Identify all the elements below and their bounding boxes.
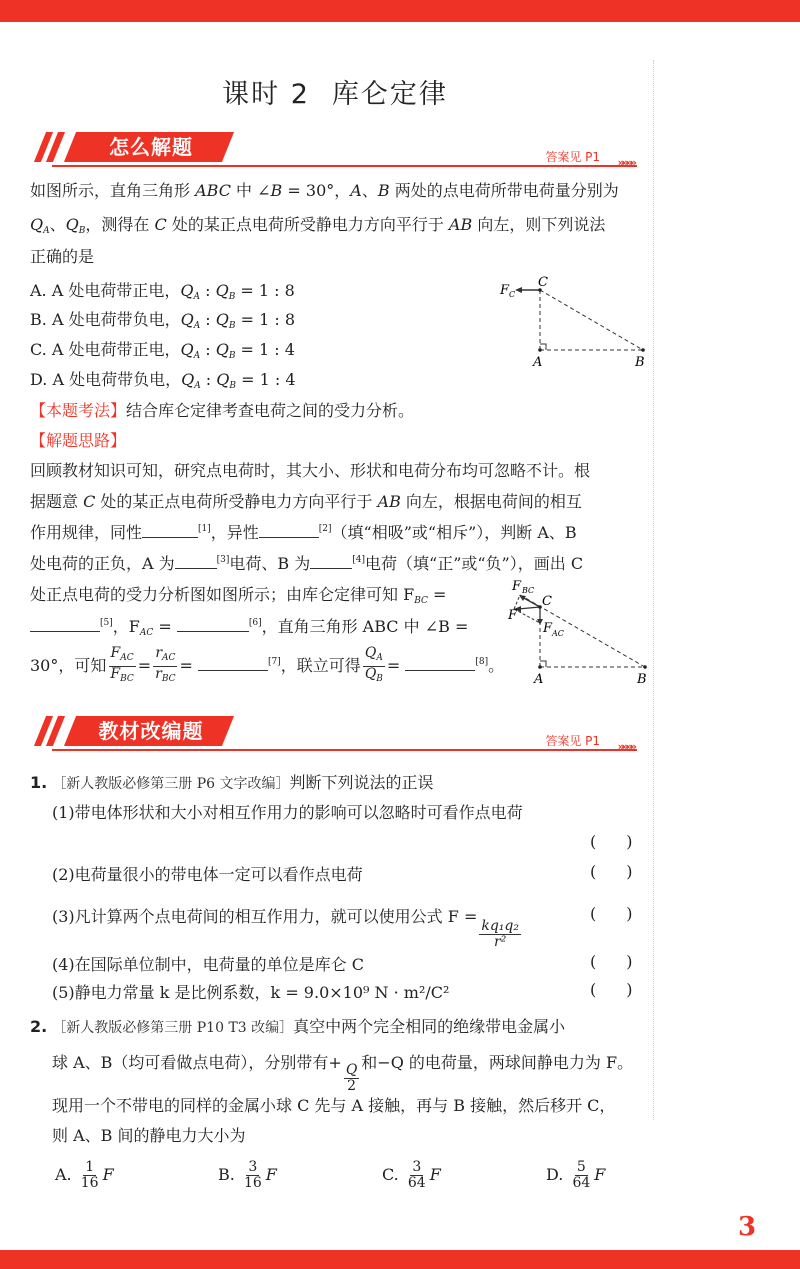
idea-line-5: 处正点电荷的受力分析图如图所示；由库仑定律可知 $F_{BC}$ = bbox=[30, 585, 447, 606]
lesson-name: 库仑定律 bbox=[331, 79, 448, 110]
q1-item-3: (3)凡计算两个点电荷间的相互作用力，就可以使用公式 F = $\frac{\text{kq₁q₂}}{\text{r²}}$ bbox=[52, 907, 519, 950]
q1-item-2-answer[interactable]: ( ) bbox=[590, 862, 633, 881]
answer-reference: 答案见 P1 bbox=[545, 150, 600, 164]
idea-line-1: 回顾教材知识可知，研究点电荷时，其大小、形状和电荷分布均可忽略不计。根 bbox=[30, 461, 591, 480]
method-text: 结合库仑定律考查电荷之间的受力分析。 bbox=[126, 401, 415, 420]
blank-7[interactable] bbox=[198, 656, 268, 671]
blank-4[interactable] bbox=[310, 554, 352, 569]
label-fac: F bbox=[543, 621, 553, 636]
question-1-stem: 1. ［新人教版必修第三册 P6 文字改编］判断下列说法的正误 bbox=[30, 773, 434, 792]
answer-reference: 答案见 P1 bbox=[545, 734, 600, 748]
section-title: 教材改编题 bbox=[98, 719, 204, 743]
page-title bbox=[0, 72, 670, 111]
label-c: C bbox=[538, 275, 548, 290]
top-decorative-bar bbox=[0, 0, 800, 22]
example-stem-line-2: $Q_A$、$Q_B$，测得在 C 处的某正点电荷所受静电力方向平行于 AB 向左，则下列说法 bbox=[30, 215, 606, 236]
section-title: 怎么解题 bbox=[109, 135, 193, 159]
q1-item-5: (5)静电力常量 k 是比例系数，k = 9.0×10⁹ N · m²/C² bbox=[52, 983, 450, 1002]
q1-item-1: (1)带电体形状和大小对相互作用力的影响可以忽略时可看作点电荷 bbox=[52, 803, 523, 822]
idea-line-6: [5]，$F_{AC} = [6]$，直角三角形 ABC 中 ∠B = bbox=[30, 614, 468, 638]
label-fbc: F bbox=[512, 579, 522, 594]
page-number: 3 bbox=[738, 1212, 757, 1242]
point-a bbox=[538, 665, 542, 669]
bottom-decorative-bar bbox=[0, 1250, 800, 1269]
q1-item-4: (4)在国际单位制中，电荷量的单位是库仑 C bbox=[52, 955, 364, 974]
label-fc-sub: C bbox=[509, 290, 516, 299]
label-c: C bbox=[542, 594, 552, 609]
label-a: A bbox=[534, 672, 544, 687]
option-a[interactable]: A. A 处电荷带正电，$Q_A$ : $Q_B = 1$ : 8 bbox=[30, 281, 295, 302]
triangle-figure-2 bbox=[500, 575, 660, 690]
chevron-icon: »»»» bbox=[617, 156, 634, 169]
label-b: B bbox=[635, 355, 645, 370]
idea-tag: 【解题思路】 bbox=[30, 431, 127, 450]
charge-fraction: $\frac{Q}{2}$ bbox=[345, 1062, 358, 1094]
lesson-number: 课时 2 bbox=[222, 79, 310, 110]
method-tag: 【本题考法】 bbox=[30, 401, 127, 420]
option-d[interactable]: D. A 处电荷带负电，$Q_A$ : $Q_B = 1$ : 4 bbox=[30, 370, 296, 391]
fraction-rac-rbc: $\frac{r_{AC}}{r_{BC}}$ bbox=[155, 645, 176, 684]
label-fac-sub: AC bbox=[552, 629, 564, 638]
idea-line-7: 30°，可知 $\frac{F_{AC}}{F_{BC}}$ = $\frac{r_{AC}}{r_{BC}}$ = [7]，联立可得 $\frac{Q_A}{Q_B}$ = [8]。 bbox=[30, 646, 504, 687]
segment-cb bbox=[540, 290, 643, 350]
chevron-icon: »»»» bbox=[617, 740, 634, 753]
blank-3[interactable] bbox=[175, 554, 217, 569]
question-2-stem: 2. ［新人教版必修第三册 P10 T3 改编］真空中两个完全相同的绝缘带电金属小 bbox=[30, 1017, 566, 1036]
section-header-textbook bbox=[26, 712, 646, 753]
q1-item-3-answer[interactable]: ( ) bbox=[590, 904, 633, 923]
label-fc: F bbox=[500, 283, 510, 298]
point-b bbox=[643, 665, 647, 669]
option-b[interactable]: B. A 处电荷带负电，$Q_A$ : $Q_B = 1$ : 8 bbox=[30, 310, 296, 331]
q1-item-4-answer[interactable]: ( ) bbox=[590, 952, 633, 971]
idea-tag-line bbox=[30, 428, 126, 451]
arrowhead-icon bbox=[515, 287, 522, 293]
label-fbc-sub: BC bbox=[522, 586, 535, 595]
q1-item-5-answer[interactable]: ( ) bbox=[590, 980, 633, 999]
q2-line-3: 现用一个不带电的同样的金属小球 C 先与 A 接触，再与 B 接触，然后移开 C， bbox=[52, 1096, 616, 1115]
blank-5[interactable] bbox=[30, 617, 100, 632]
point-b bbox=[641, 348, 645, 352]
q2-option-a[interactable]: A. $\frac{1}{16}$ F bbox=[55, 1159, 114, 1191]
point-a bbox=[538, 348, 542, 352]
label-a: A bbox=[533, 355, 543, 370]
example-stem-line-3: 正确的是 bbox=[30, 247, 95, 266]
blank-6[interactable] bbox=[177, 617, 249, 632]
example-stem-line-1: 如图所示，直角三角形 ABC 中 ∠B = 30°，A、B 两处的点电荷所带电荷量分别为 bbox=[30, 181, 619, 200]
label-b: B bbox=[637, 672, 647, 687]
blank-2[interactable] bbox=[259, 523, 319, 538]
idea-line-3: 作用规律，同性 [1]，异性 [2]（填“相吸”或“相斥”），判断 A、B bbox=[30, 523, 577, 542]
q2-option-d[interactable]: D. $\frac{5}{64}$ F bbox=[546, 1159, 606, 1191]
option-c[interactable]: C. A 处电荷带正电，$Q_A$ : $Q_B = 1$ : 4 bbox=[30, 340, 295, 361]
force-f-arrow bbox=[518, 607, 540, 609]
force-fbc-arrow bbox=[522, 597, 540, 607]
section-header-solve bbox=[26, 128, 646, 169]
q2-line-2: 球 A、B（均可看做点电荷），分别带有+ $\frac{Q}{2}$ 和−Q 的电荷量，两球间静电力为 F。 bbox=[52, 1053, 634, 1094]
idea-line-4: 处电荷的正负，A 为 [3]电荷、B 为 [4]电荷（填“正”或“负”），画出 C bbox=[30, 554, 584, 573]
idea-line-2: 据题意 C 处的某正点电荷所受静电力方向平行于 AB 向左，根据电荷间的相互 bbox=[30, 492, 582, 511]
q2-option-c[interactable]: C. $\frac{3}{64}$ F bbox=[382, 1159, 441, 1191]
coulomb-formula-fraction: $\frac{\text{kq₁q₂}}{\text{r²}}$ bbox=[481, 918, 519, 950]
triangle-figure-1 bbox=[495, 272, 660, 372]
q2-line-4: 则 A、B 间的静电力大小为 bbox=[52, 1126, 246, 1145]
fraction-fac-fbc: $\frac{F_{AC}}{F_{BC}}$ bbox=[110, 645, 134, 684]
fraction-qa-qb: $\frac{Q_A}{Q_B}$ bbox=[364, 645, 383, 684]
blank-1[interactable] bbox=[142, 523, 198, 538]
q2-option-b[interactable]: B. $\frac{3}{16}$ F bbox=[218, 1159, 277, 1191]
q1-item-1-answer[interactable]: ( ) bbox=[590, 832, 633, 851]
method-line bbox=[30, 398, 414, 421]
q1-item-2: (2)电荷量很小的带电体一定可以看作点电荷 bbox=[52, 865, 363, 884]
blank-8[interactable] bbox=[405, 656, 475, 671]
label-f: F bbox=[508, 608, 518, 623]
